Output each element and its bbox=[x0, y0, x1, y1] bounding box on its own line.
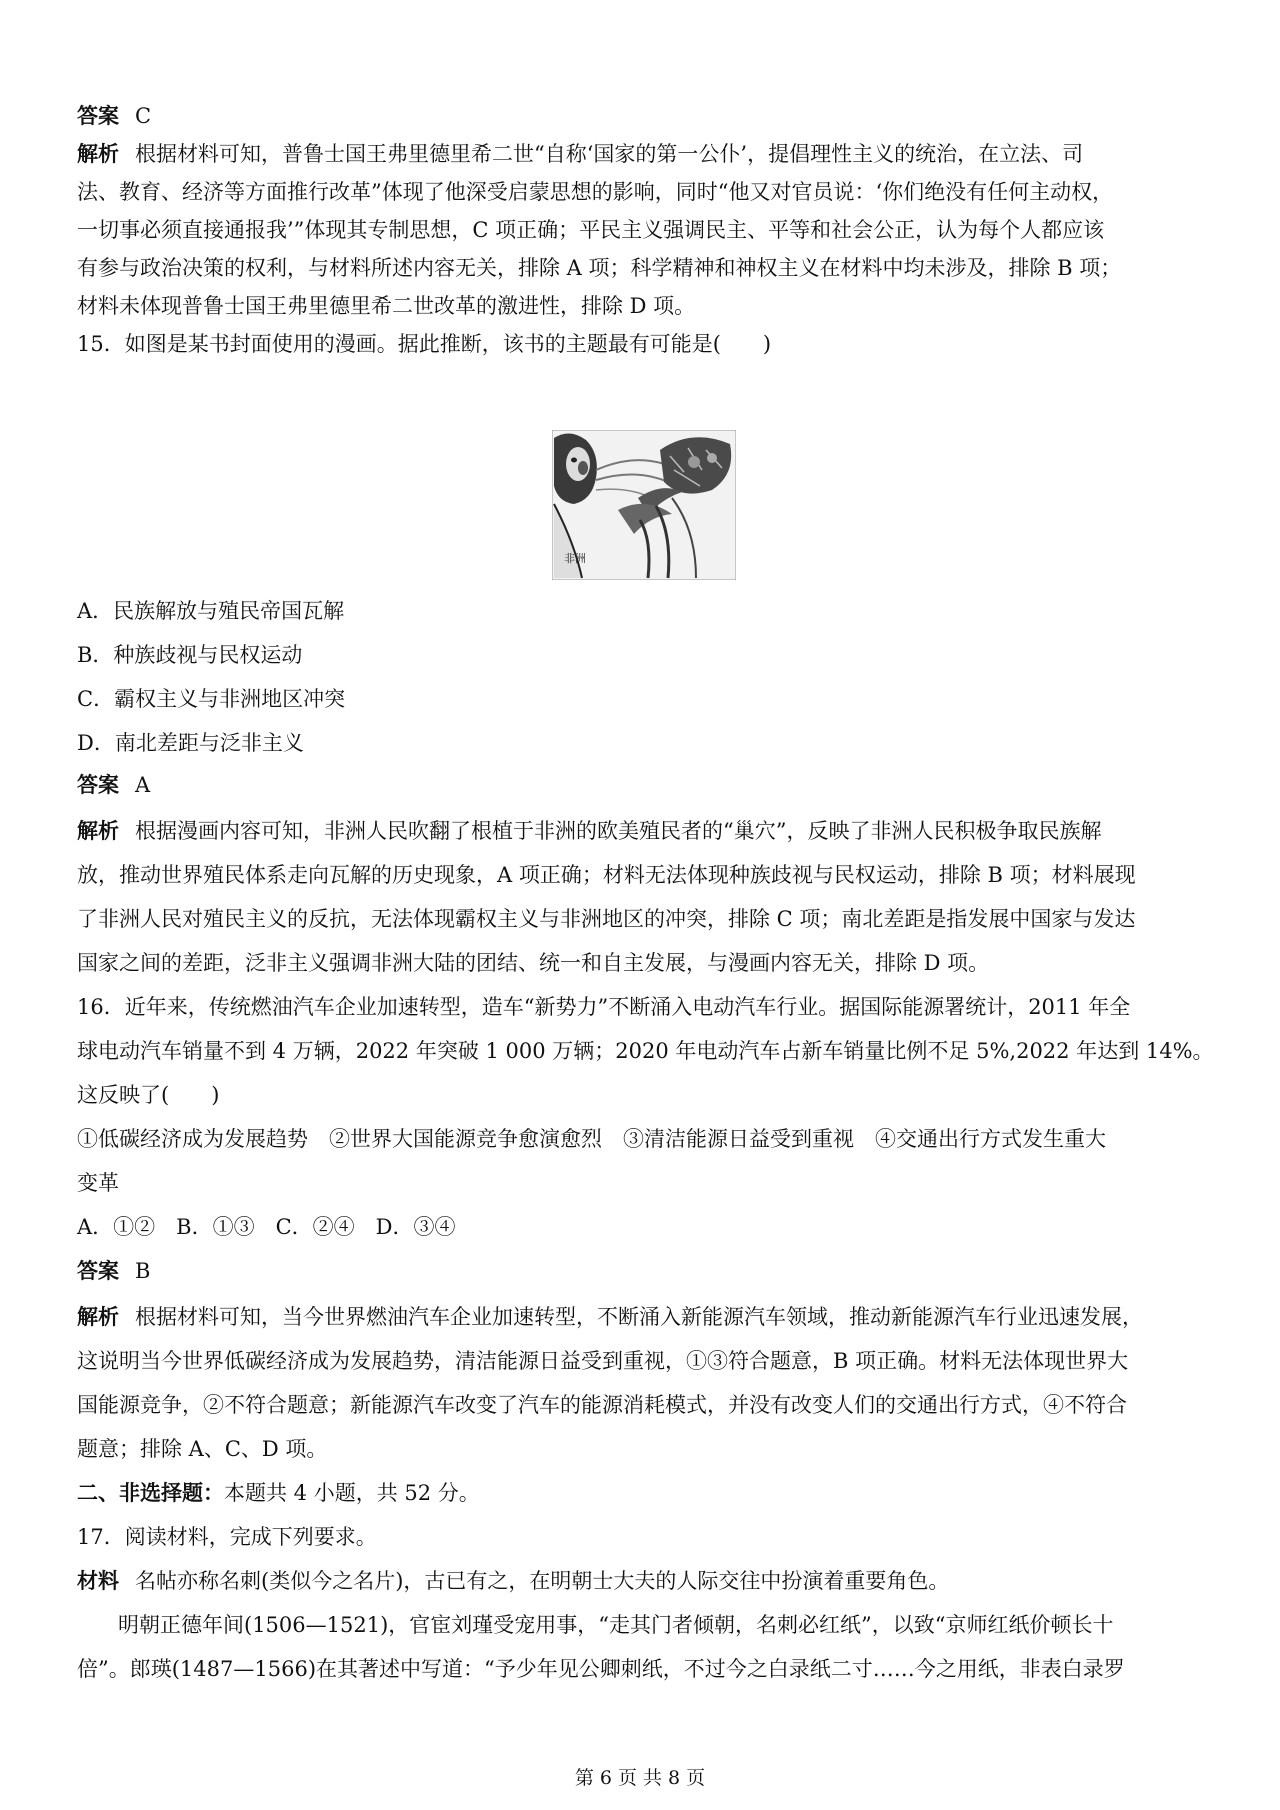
q15-analysis-line-2: 放，推动世界殖民体系走向瓦解的历史现象，A 项正确；材料无法体现种族歧视与民权运动，排除 B 项；材料展现 bbox=[77, 863, 1136, 887]
q15-option-d: D．南北差距与泛非主义 bbox=[77, 731, 304, 755]
answer-label: 答案 bbox=[77, 1259, 119, 1283]
page-footer: 第 6 页 共 8 页 bbox=[574, 1767, 706, 1789]
q14-analysis-line-4: 有参与政治决策的权利，与材料所述内容无关，排除 A 项；科学精神和神权主义在材料中均未涉及，排除 B 项； bbox=[77, 256, 1122, 280]
q17-material-line-1 bbox=[77, 1566, 1240, 1596]
q16-analysis-line-4: 题意；排除 A、C、D 项。 bbox=[77, 1437, 328, 1461]
q16-stem-line-1: 16．近年来，传统燃油汽车企业加速转型，造车“新势力”不断涌入电动汽车行业。据国际能源署统计，2011 年全 bbox=[77, 995, 1131, 1019]
q15-stem: 15．如图是某书封面使用的漫画。据此推断，该书的主题最有可能是( ) bbox=[77, 332, 772, 356]
analysis-text: 根据材料可知，普鲁士国王弗里德里希二世“自称‘国家的第一公仆’，提倡理性主义的统治，在立法、司 bbox=[135, 142, 1084, 166]
q17-material-line-2: 明朝正德年间(1506—1521)，官宦刘瑾受宠用事，“走其门者倾朝，名刺必红纸”，以致“京师红纸价顿长十 bbox=[118, 1613, 1114, 1637]
q14-analysis-line-5: 材料未体现普鲁士国王弗里德里希二世改革的激进性，排除 D 项。 bbox=[77, 294, 696, 318]
q15-analysis-line-1 bbox=[77, 816, 1240, 846]
analysis-label: 解析 bbox=[77, 1305, 119, 1329]
analysis-label: 解析 bbox=[77, 819, 119, 843]
q15-option-a: A．民族解放与殖民帝国瓦解 bbox=[77, 599, 345, 623]
material-text: 名帖亦称名刺(类似今之名片)，古已有之，在明朝士大夫的人际交往中扮演着重要角色。 bbox=[135, 1569, 950, 1593]
q16-items-line-2: 变革 bbox=[77, 1171, 119, 1195]
answer-value: C bbox=[135, 104, 152, 128]
q16-stem-line-3: 这反映了( ) bbox=[77, 1083, 220, 1107]
q16-analysis-line-2: 这说明当今世界低碳经济成为发展趋势，清洁能源日益受到重视，①③符合题意，B 项正确。材料无法体现世界大 bbox=[77, 1349, 1129, 1373]
section-heading-bold: 二、非选择题： bbox=[77, 1481, 224, 1505]
analysis-label: 解析 bbox=[77, 142, 119, 166]
analysis-text: 根据漫画内容可知，非洲人民吹翻了根植于非洲的欧美殖民者的“巢穴”，反映了非洲人民积极争取民族解 bbox=[135, 819, 1102, 843]
q14-answer-line bbox=[77, 101, 1240, 131]
q15-answer-line bbox=[77, 770, 1240, 800]
q16-items-line-1: ①低碳经济成为发展趋势 ②世界大国能源竞争愈演愈烈 ③清洁能源日益受到重视 ④交通出行方式发生重大 bbox=[77, 1127, 1106, 1151]
q15-option-b: B．种族歧视与民权运动 bbox=[77, 643, 303, 667]
section-heading-rest: 本题共 4 小题，共 52 分。 bbox=[224, 1481, 480, 1505]
q17-stem: 17．阅读材料，完成下列要求。 bbox=[77, 1525, 377, 1549]
q14-analysis-line-2: 法、教育、经济等方面推行改革”体现了他深受启蒙思想的影响，同时“他又对官员说：‘你们绝没有任何主动权， bbox=[77, 180, 1114, 204]
answer-label: 答案 bbox=[77, 104, 119, 128]
cartoon-caption: 非洲 bbox=[564, 552, 586, 565]
answer-label: 答案 bbox=[77, 773, 119, 797]
section-heading bbox=[77, 1478, 1240, 1508]
q17-material-line-3: 倍”。郎瑛(1487—1566)在其著述中写道：“予少年见公卿刺纸，不过今之白录纸二寸……今之用纸，非表白录罗 bbox=[77, 1657, 1125, 1681]
q16-stem-line-2: 球电动汽车销量不到 4 万辆，2022 年突破 1 000 万辆；2020 年电动汽车占新车销量比例不足 5%,2022 年达到 14%。 bbox=[77, 1039, 1214, 1063]
q14-analysis-line-3: 一切事必须直接通报我’”体现其专制思想，C 项正确；平民主义强调民主、平等和社会公正，认为每个人都应该 bbox=[77, 218, 1105, 242]
q16-options: A．①② B．①③ C．②④ D．③④ bbox=[77, 1215, 456, 1239]
q14-analysis-line-1 bbox=[77, 139, 1240, 169]
answer-value: A bbox=[135, 773, 151, 797]
q15-option-c: C．霸权主义与非洲地区冲突 bbox=[77, 687, 346, 711]
material-label: 材料 bbox=[77, 1569, 119, 1593]
cartoon-image bbox=[552, 430, 736, 580]
q16-analysis-line-1 bbox=[77, 1302, 1240, 1332]
q16-analysis-line-3: 国能源竞争，②不符合题意；新能源汽车改变了汽车的能源消耗模式，并没有改变人们的交通出行方式，④不符合 bbox=[77, 1393, 1127, 1417]
q15-analysis-line-3: 了非洲人民对殖民主义的反抗，无法体现霸权主义与非洲地区的冲突，排除 C 项；南北差距是指发展中国家与发达 bbox=[77, 907, 1136, 931]
answer-value: B bbox=[135, 1259, 151, 1283]
q16-answer-line bbox=[77, 1256, 1240, 1286]
q15-analysis-line-4: 国家之间的差距，泛非主义强调非洲大陆的团结、统一和自主发展，与漫画内容无关，排除 D 项。 bbox=[77, 951, 990, 975]
analysis-text: 根据材料可知，当今世界燃油汽车企业加速转型，不断涌入新能源汽车领域，推动新能源汽车行业迅速发展， bbox=[135, 1305, 1143, 1329]
